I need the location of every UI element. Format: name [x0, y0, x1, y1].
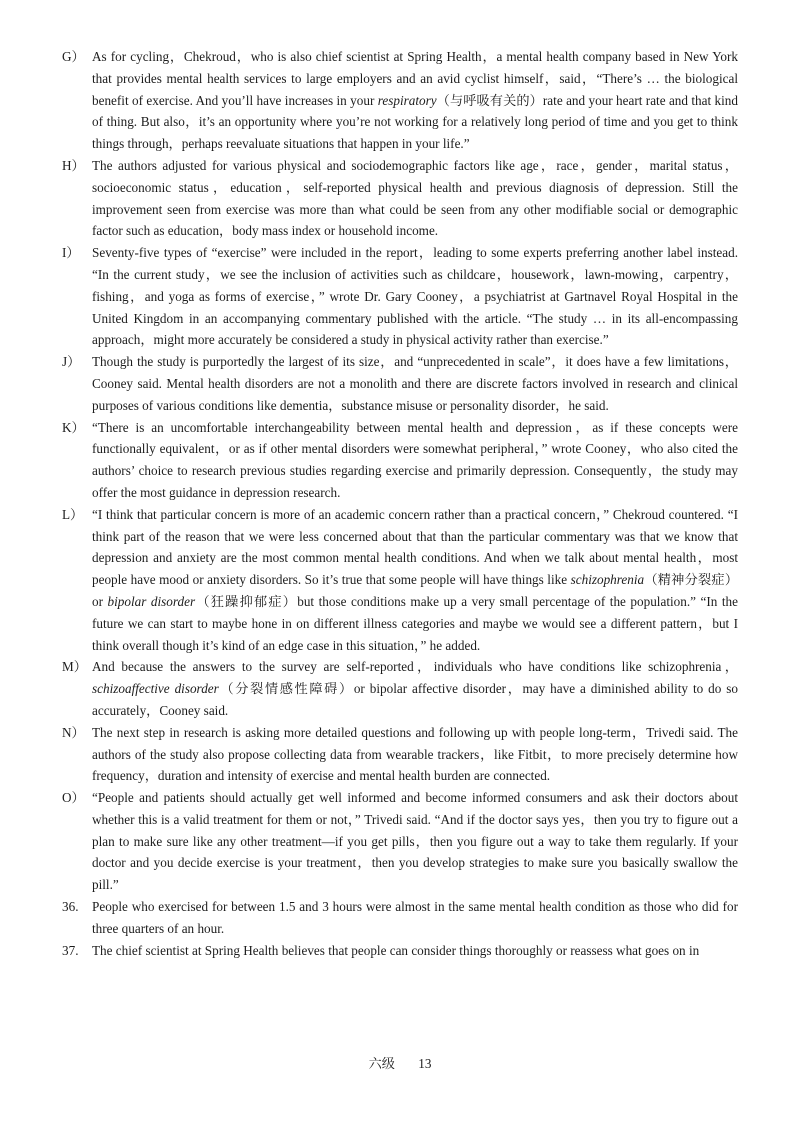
- paragraph-h: [62, 155, 738, 242]
- paragraph-l: [62, 504, 738, 657]
- paragraph-text: “I think that particular concern is more of an academic concern rather than a practical concern，” Chekroud countered. “I think part of the reason that we were less concerned about that than the particular commentary was that we know that depression and anxiety are the most common mental health conditions. And when we talk about mental health，most people have mood or anxiety disorders. So it’s true that some people will have things like: [92, 506, 738, 588]
- paragraph-text: The authors adjusted for various physical and sociodemographic factors like age，race，gender，marital status，socioeconomic status，education，self-reported physical health and previous diagnosis of depression. Still the improvement seen from exercise was more than what could be seen from any other modifiable social or demographic factor such as education，body mass index or household income.: [92, 157, 738, 239]
- paragraph-text: Seventy-five types of “exercise” were included in the report，leading to some experts preferring another label instead. “In the current study，we see the inclusion of activities such as childcare，housework，lawn-mowing，carpentry，fishing，and yoga as forms of exercise，” wrote Dr. Gary Cooney，a psychiatrist at Gartnavel Royal Hospital in the United Kingdom in an accompanying commentary published with the article. “The study … in its all-encompassing approach，might more accurately be considered a study in physical activity rather than exercise.”: [92, 245, 738, 348]
- page-footer: [0, 1053, 800, 1072]
- paragraph-text: Though the study is purportedly the largest of its size，and “unprecedented in scale”，it does have a few limitations，Cooney said. Mental health disorders are not a monolith and there are discrete factors involved in research and clinical purposes of various conditions like dementia，substance misuse or personality disorder，he said.: [92, 354, 738, 413]
- italic-term: bipolar disorder: [107, 593, 196, 609]
- paragraph-label: H）: [62, 157, 85, 173]
- paragraph-text: （精神分裂症）or: [92, 572, 739, 609]
- paragraph-text: （狂躁抑郁症）but those conditions make up a very small percentage of the population.” “In the future we can start to maybe hone in on different illness categories and maybe we would see a different pattern，but I think overall though it’s kind of an edge case in this situation，” he added.: [92, 593, 738, 653]
- footer-level: 六级: [368, 1056, 395, 1071]
- question-text: The chief scientist at Spring Health believes that people can consider things thoroughly or reassess what goes on in: [92, 942, 700, 958]
- paragraph-list: [62, 46, 738, 896]
- paragraph-text: （与呼吸有关的）rate and your heart rate and that kind of thing. But also，it’s an opportunity where you’re not working for a relatively long period of time and you get to think things through，perhaps reevaluate situations that happen in your life.”: [92, 92, 738, 152]
- paragraph-text: “People and patients should actually get well informed and become informed consumers and ask their doctors about whether this is a valid treatment for them or not，” Trivedi said. “And if the doctor says yes，then you try to figure out a plan to make sure like any other treatment—if you get pills，then you figure out a way to take them regularly. If your doctor and you decide exercise is your treatment，then you develop strategies to make sure you basically swallow the pill.”: [92, 790, 738, 893]
- paragraph-label: N）: [62, 724, 85, 740]
- paragraph-label: J）: [62, 354, 81, 370]
- paragraph-i: [62, 242, 738, 351]
- paragraph-text: （分裂情感性障碍）or bipolar affective disorder，may have a diminished ability to do so accurately，Cooney said.: [92, 681, 738, 718]
- question-text: People who exercised for between 1.5 and 3 hours were almost in the same mental health condition as those who did for three quarters of an hour.: [92, 899, 738, 936]
- paragraph-text: “There is an uncomfortable interchangeability between mental health and depression，as if these concepts were functionally equivalent，or as if other mental disorders were somewhat peripheral，” wrote Cooney，who also cited the authors’ choice to research previous studies regarding exercise and primarily depression. Consequently，the study may offer the most guidance in depression research.: [92, 419, 738, 500]
- question-37: [62, 940, 738, 962]
- paragraph-g: [62, 46, 738, 155]
- paragraph-n: [62, 722, 738, 787]
- paragraph-text: And because the answers to the survey are self-reported，individuals who have conditions like schizophrenia，: [92, 659, 738, 675]
- paragraph-label: G）: [62, 49, 85, 64]
- italic-term: schizophrenia: [570, 572, 645, 588]
- paragraph-m: [62, 656, 738, 721]
- paragraph-k: [62, 417, 738, 504]
- paragraph-label: M）: [62, 659, 87, 675]
- paragraph-label: L）: [62, 506, 84, 522]
- question-number: 37.: [62, 942, 79, 958]
- question-number: 36.: [62, 899, 79, 915]
- footer-page-number: 13: [418, 1056, 432, 1071]
- paragraph-text: As for cycling，Chekroud，who is also chief scientist at Spring Health，a mental health company based in New York that provides mental health services to large employers and an avid cyclist himself，said，“There’s … the biological benefit of exercise. And you’ll have increases in your: [92, 49, 738, 108]
- paragraph-text: The next step in research is asking more detailed questions and following up with people long-term，Trivedi said. The authors of the study also propose collecting data from wearable trackers，like Fitbit，to more precisely determine how frequency，duration and intensity of exercise and mental health burden are connected.: [92, 724, 738, 784]
- paragraph-label: O）: [62, 790, 85, 806]
- italic-term: schizoaffective disorder: [92, 681, 219, 697]
- paragraph-label: K）: [62, 419, 85, 435]
- paragraph-label: I）: [62, 245, 80, 261]
- question-list: [62, 896, 738, 961]
- italic-term: respiratory: [377, 92, 437, 108]
- question-36: [62, 896, 738, 940]
- paragraph-j: [62, 351, 738, 416]
- paragraph-o: [62, 787, 738, 896]
- document-page: [62, 46, 738, 961]
